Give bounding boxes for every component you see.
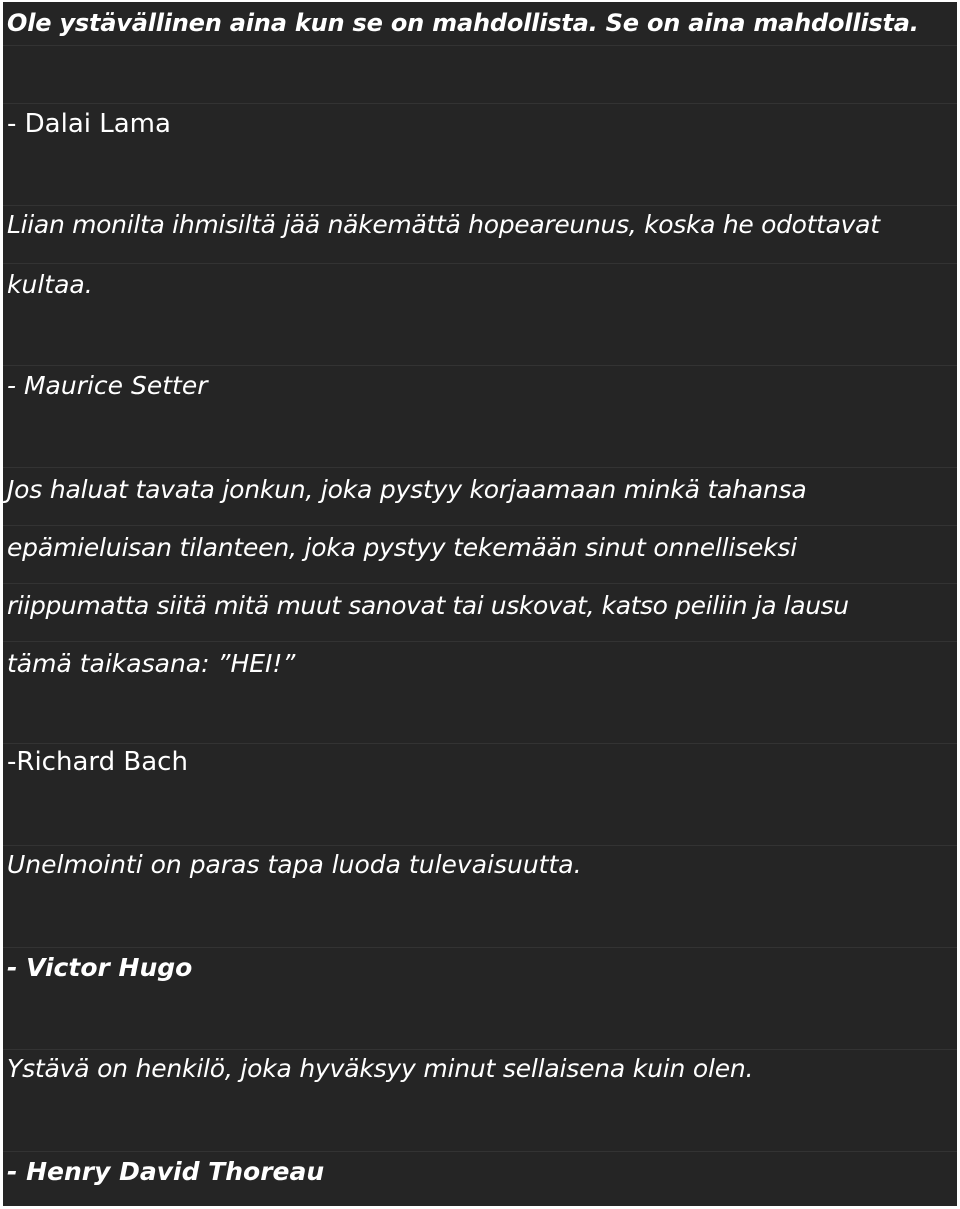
quote-author: -Richard Bach <box>7 747 188 777</box>
quote-page <box>3 2 957 1206</box>
quote-author: - Maurice Setter <box>7 371 208 400</box>
quote-text-line: tämä taikasana: ”HEI!” <box>7 649 296 678</box>
quote-text-line: Liian monilta ihmisiltä jää näkemättä hopeareunus, koska he odottavat <box>7 210 880 239</box>
quote-text-line: Unelmointi on paras tapa luoda tulevaisuutta. <box>7 850 582 879</box>
row <box>3 46 957 104</box>
quote-text-line: riippumatta siitä mitä muut sanovat tai uskovat, katso peiliin ja lausu <box>7 591 849 620</box>
quote-author: - Dalai Lama <box>7 109 171 139</box>
row <box>3 264 957 366</box>
quote-text-line: kultaa. <box>7 270 93 299</box>
quote-author: - Henry David Thoreau <box>7 1157 325 1186</box>
quote-text-line: Jos haluat tavata jonkun, joka pystyy korjaamaan minkä tahansa <box>7 475 807 504</box>
quote-text-line: Ystävä on henkilö, joka hyväksyy minut sellaisena kuin olen. <box>7 1054 754 1083</box>
quote-text-line: Ole ystävällinen aina kun se on mahdollista. Se on aina mahdollista. <box>7 9 919 37</box>
quote-text-line: epämieluisan tilanteen, joka pystyy tekemään sinut onnelliseksi <box>7 533 797 562</box>
quote-author: - Victor Hugo <box>7 953 193 982</box>
